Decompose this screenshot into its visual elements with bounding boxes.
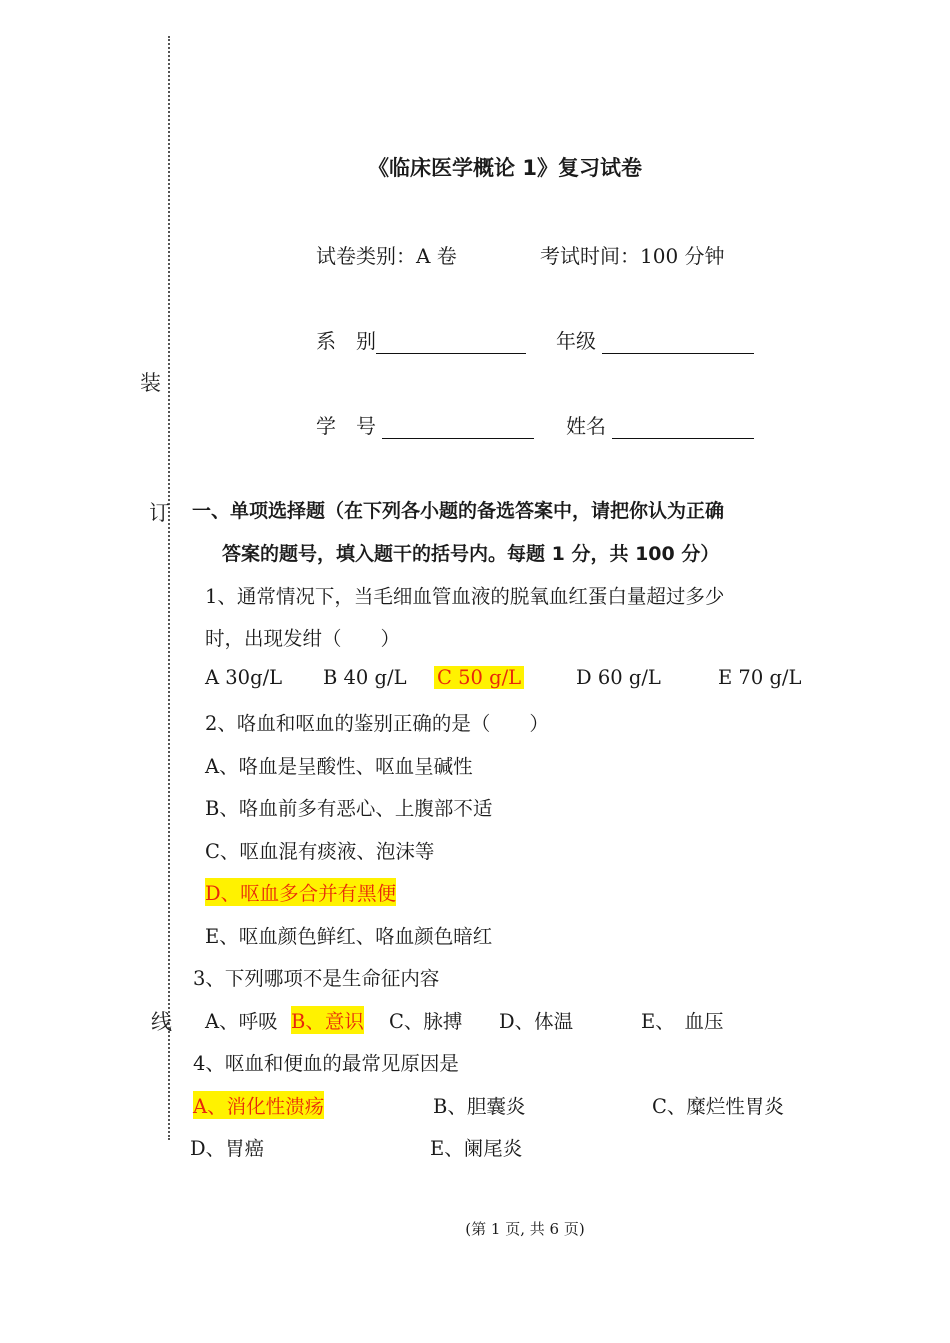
q1-stem-line1: 1、通常情况下，当毛细血管血液的脱氧血红蛋白量超过多少 bbox=[205, 585, 725, 608]
section-heading-line2: 答案的题号，填入题干的括号内。每题 1 分，共 100 分） bbox=[222, 543, 720, 565]
q4-option-e: E、阑尾炎 bbox=[430, 1137, 523, 1160]
grade-field bbox=[556, 325, 754, 354]
q1-option-a: A 30g/L bbox=[205, 666, 283, 689]
q3-option-c: C、脉搏 bbox=[389, 1010, 463, 1033]
name-blank[interactable] bbox=[612, 416, 754, 439]
grade-blank[interactable] bbox=[602, 331, 754, 354]
paper-type: 试卷类别：A 卷 bbox=[316, 244, 457, 268]
page-footer: (第 1 页, 共 6 页) bbox=[465, 1220, 585, 1238]
name-label: 姓名 bbox=[566, 414, 606, 438]
binding-dotted-line bbox=[168, 36, 170, 1140]
q1-option-d: D 60 g/L bbox=[576, 666, 661, 689]
student-id-field bbox=[316, 410, 534, 439]
q1-option-b: B 40 g/L bbox=[323, 666, 407, 689]
department-blank[interactable] bbox=[376, 331, 526, 354]
q2-stem: 2、咯血和呕血的鉴别正确的是（ ） bbox=[205, 712, 549, 735]
q2-option-d-highlighted: D、呕血多合并有黑便 bbox=[205, 878, 396, 906]
q2-option-c: C、呕血混有痰液、泡沫等 bbox=[205, 840, 435, 863]
q4-option-b: B、胆囊炎 bbox=[433, 1095, 526, 1118]
binding-label-ding: 订 bbox=[149, 501, 170, 525]
grade-label: 年级 bbox=[556, 329, 596, 353]
q4-option-c: C、糜烂性胃炎 bbox=[652, 1095, 784, 1118]
q4-stem: 4、呕血和便血的最常见原因是 bbox=[193, 1052, 459, 1075]
q3-stem: 3、下列哪项不是生命征内容 bbox=[193, 967, 440, 990]
department-label: 系 别 bbox=[316, 329, 376, 353]
q2-option-a: A、咯血是呈酸性、呕血呈碱性 bbox=[205, 755, 473, 778]
student-id-blank[interactable] bbox=[382, 416, 534, 439]
department-field bbox=[316, 325, 526, 354]
q4-option-a-highlighted: A、消化性溃疡 bbox=[193, 1091, 324, 1119]
q3-option-d: D、体温 bbox=[499, 1010, 574, 1033]
q2-option-b: B、咯血前多有恶心、上腹部不适 bbox=[205, 797, 493, 820]
student-id-label: 学 号 bbox=[316, 414, 376, 438]
q1-stem-line2: 时，出现发绀（ ） bbox=[205, 627, 401, 650]
name-field bbox=[566, 410, 754, 439]
q2-option-e: E、呕血颜色鲜红、咯血颜色暗红 bbox=[205, 925, 493, 948]
q3-option-e: E、 血压 bbox=[641, 1010, 724, 1033]
exam-title: 《临床医学概论 1》复习试卷 bbox=[368, 156, 642, 180]
section-heading-line1: 一、单项选择题（在下列各小题的备选答案中，请把你认为正确 bbox=[192, 500, 725, 522]
binding-label-xian: 线 bbox=[151, 1010, 172, 1034]
q1-option-c-highlighted: C 50 g/L bbox=[434, 666, 524, 689]
exam-time: 考试时间：100 分钟 bbox=[540, 244, 725, 268]
q3-option-a: A、呼吸 bbox=[205, 1010, 278, 1033]
q3-option-b-highlighted: B、意识 bbox=[291, 1006, 364, 1034]
q4-option-d: D、胃癌 bbox=[190, 1137, 265, 1160]
binding-label-zhuang: 装 bbox=[140, 371, 161, 395]
q1-option-e: E 70 g/L bbox=[718, 666, 802, 689]
